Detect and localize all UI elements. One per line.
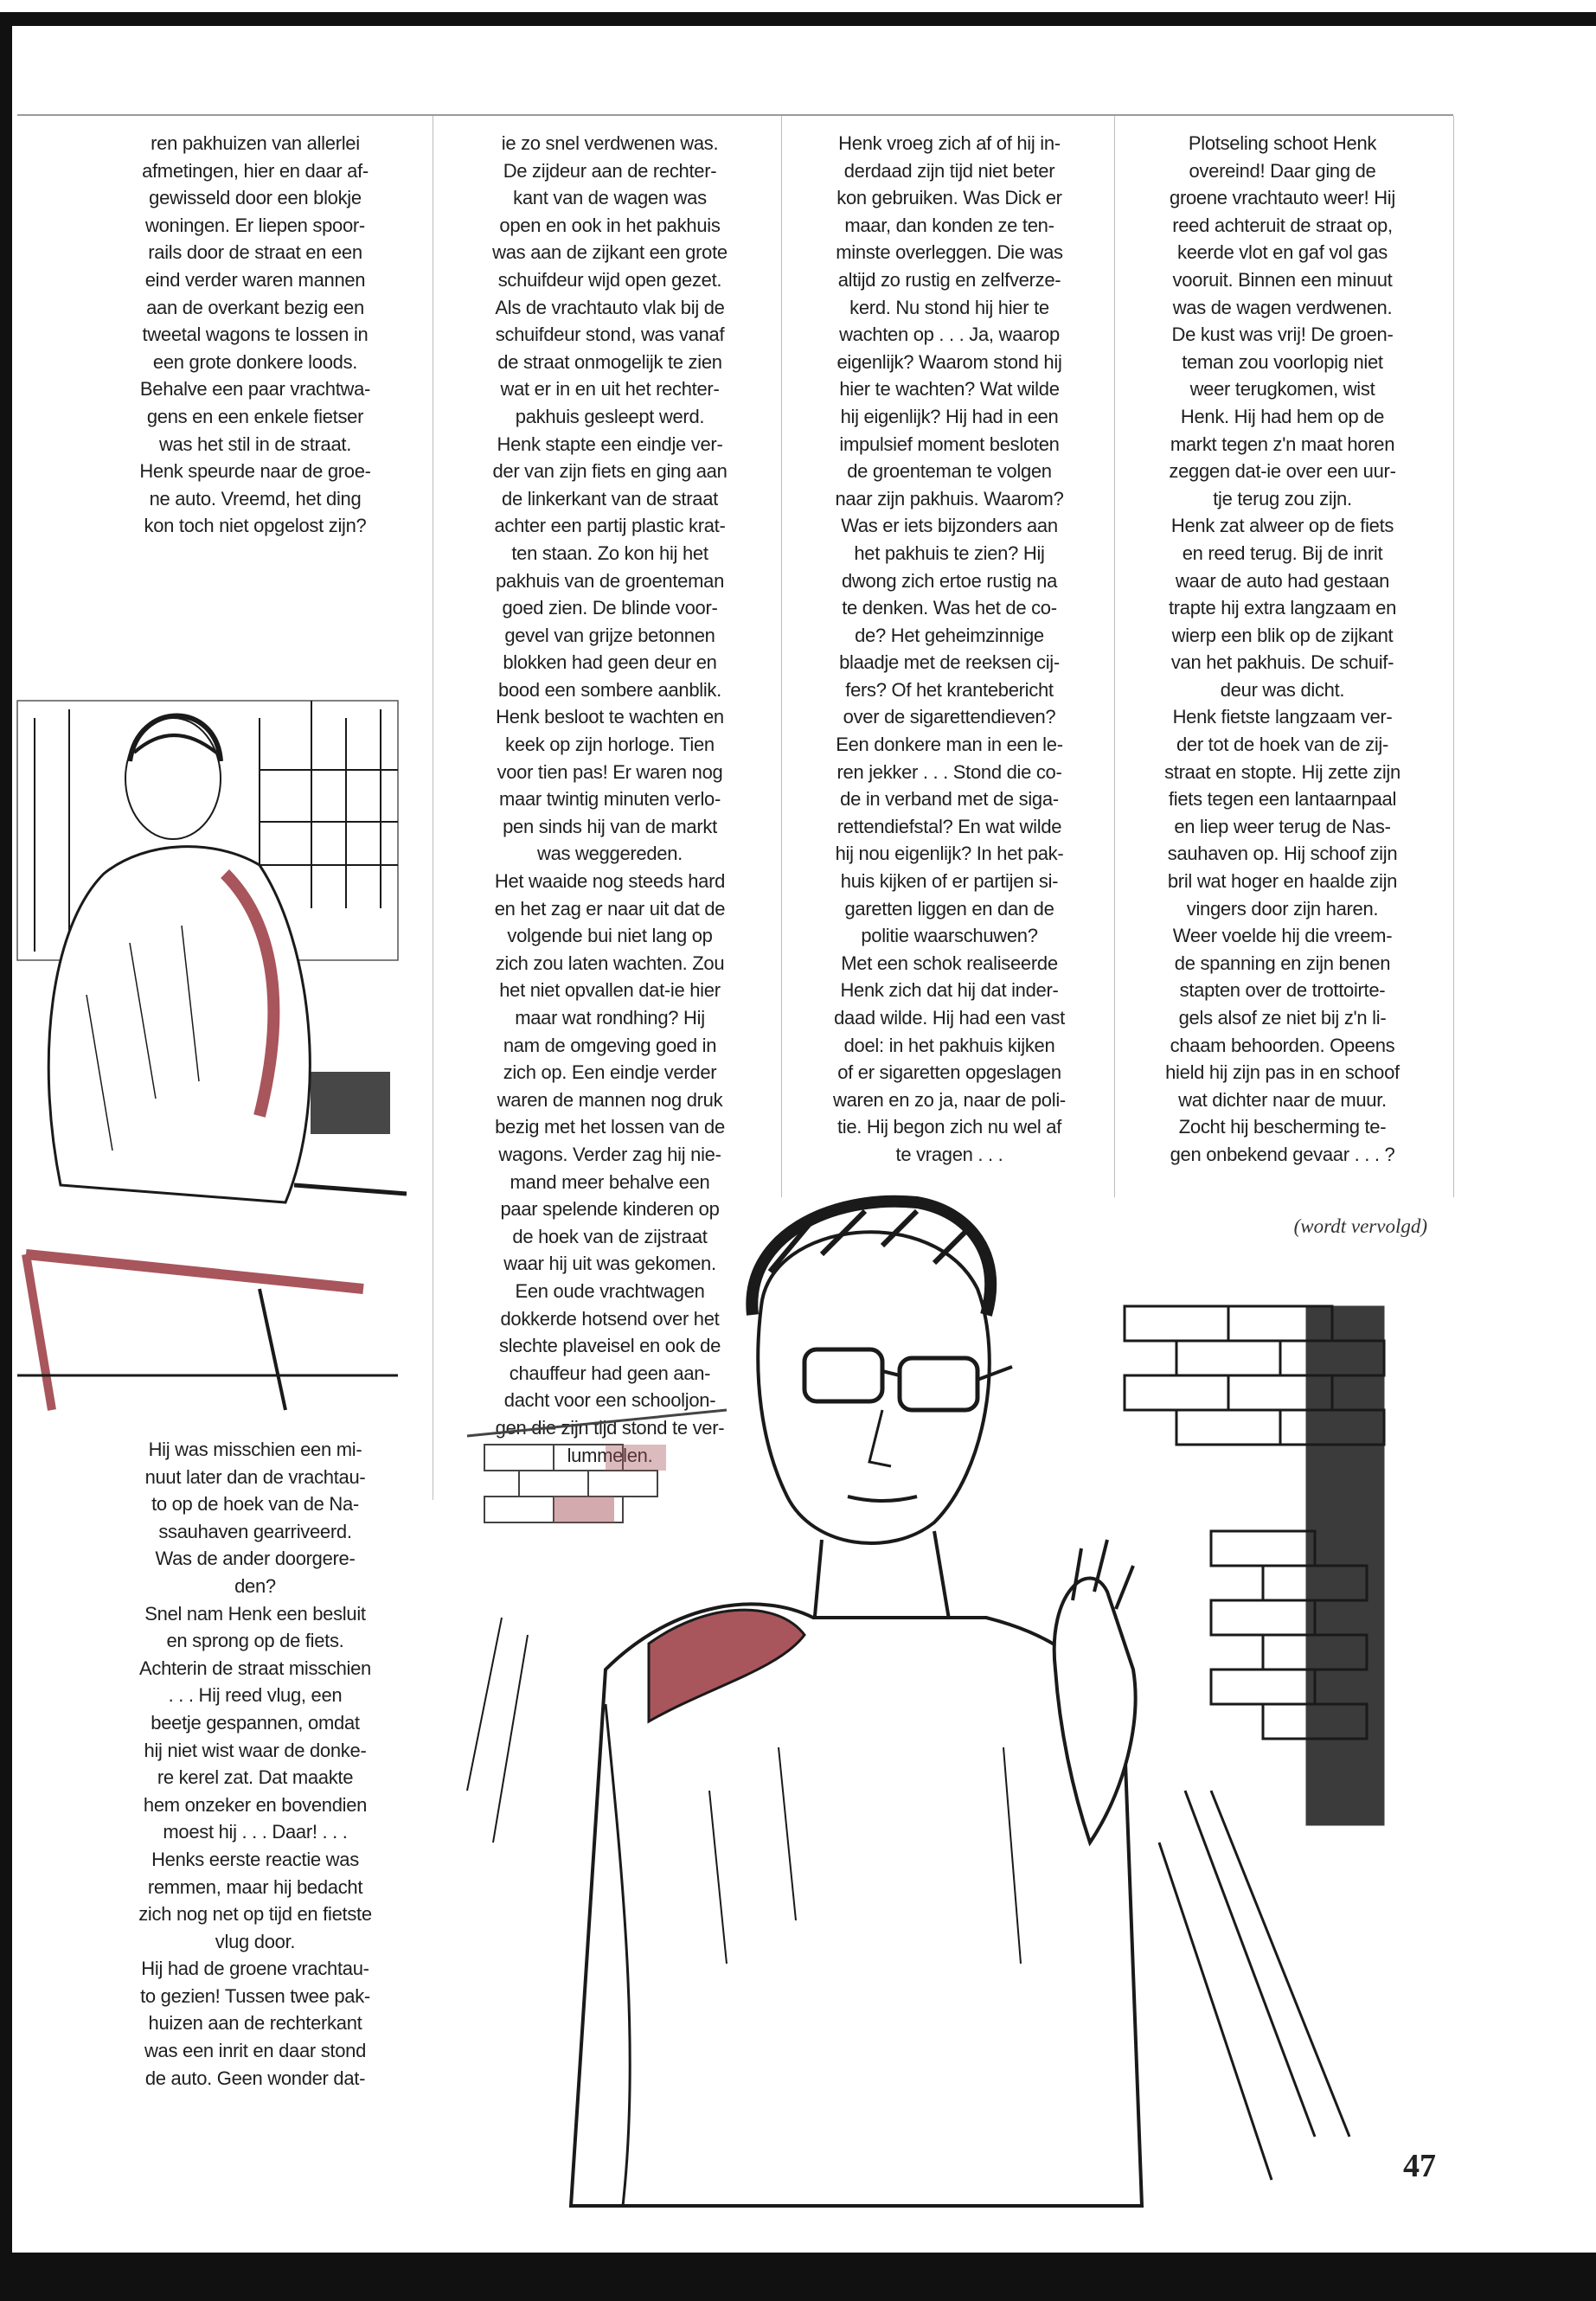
column-divider-right [1453, 116, 1454, 1197]
to-be-continued-note: (wordt vervolgd) [1293, 1215, 1427, 1237]
story-column-1-top: ren pakhuizen van allerlei afmetingen, hier en daar af- gewisseld door een blokje woningen. Er liepen spoor- rails door de straat en een eind verder waren mannen aan de overkant bezig een tweetal wagons te lossen in een grote donkere loods. Behalve een paar vrachtwa- gens en een enkele fietser was het stil in de straat. Henk speurde naar de groe- ne auto. Vreemd, het ding kon toch niet opgelost zijn? [139, 132, 371, 537]
story-column-2: ie zo snel verdwenen was. De zijdeur aan de rechter- kant van de wagen was open en ook in het pakhuis was aan de zijkant een grote schuifdeur wijd open gezet. Als de vrachtauto vlak bij de schuifdeur stond, was vanaf de straat onmogelijk te zien wat er in en uit het rechter- pakhuis gesleept werd. Henk stapte een eindje ver- der van zijn fiets en ging aan de linkerkant van de straat achter een partij plastic krat- ten staan. Zo kon hij het pakhuis van de groenteman goed zien. De blinde voor- gevel van grijze betonnen blokken had geen deur en bood een sombere aanblik. Henk besloot te wachten en keek op zijn horloge. Tien voor tien pas! Er waren nog maar twintig minuten verlo- pen sinds hij van de markt was weggereden. Het waaide nog steeds hard en het zag er naar uit dat de volgende bui niet lang op zich zou laten wachten. Zou het niet opvallen dat-ie hier maar wat rondhing? Hij nam de omgeving goed in zich op. Een eindje verder waren de mannen nog druk bezig met het lossen van de wagons. Verder zag hij nie- mand meer behalve een paar spelende kinderen op de hoek van de zijstraat waar hij uit was gekomen. Een oude vrachtwagen dokkerde hotsend over het slechte plaveisel en ook de chauffeur had geen aan- dacht voor een schooljon- gen die zijn tijd stond te ver- lummelen. [492, 132, 727, 1466]
story-column-3: Henk vroeg zich af of hij in- derdaad zijn tijd niet beter kon gebruiken. Was Dick er maar, dan konden ze ten- minste overleggen. Die was altijd zo rustig en zelfverze- kerd. Nu stond hij hier te wachten op . . . Ja, waarop eigenlijk? Waarom stond hij hier te wachten? Wat wilde hij eigenlijk? Hij had in een impulsief moment besloten de groenteman te volgen naar zijn pakhuis. Waarom? Was er iets bijzonders aan het pakhuis te zien? Hij dwong zich ertoe rustig na te denken. Was het de co- de? Het geheimzinnige blaadje met de reeksen cij- fers? Of het krantebericht over de sigarettendieven? Een donkere man in een le- ren jekker . . . Stond die co- de in verband met de siga- rettendiefstal? En wat wilde hij nou eigenlijk? In het pak- huis kijken of er partijen si- garetten liggen en dan de politie waarschuwen? Met een schok realiseerde Henk zich dat hij dat inder- daad wilde. Hij had een vast doel: in het pakhuis kijken of er sigaretten opgeslagen waren en zo ja, naar de poli- tie. Hij begon zich nu wel af te vragen . . . [833, 132, 1066, 1165]
story-column-1-bottom: Hij was misschien een mi- nuut later dan de vrachtau- to op de hoek van de Na- ssauhaven gearriveerd. Was de ander doorgere- den? Snel nam Henk een besluit en sprong op de fiets. Achterin de straat misschien . . . Hij reed vlug, een beetje gespannen, omdat hij niet wist waar de donke- re kerel zat. Dat maakte hem onzeker en bovendien moest hij . . . Daar! . . . Henks eerste reactie was remmen, maar hij bedacht zich nog net op tijd en fietste vlug door. Hij had de groene vrachtau- to gezien! Tussen twee pak- huizen aan de rechterkant was een inrit en daar stond de auto. Geen wonder dat- [138, 1439, 372, 2089]
scan-border-bottom [0, 2253, 1596, 2301]
header-rule [17, 114, 1453, 116]
story-column-4: Plotseling schoot Henk overeind! Daar ging de groene vrachtauto weer! Hij reed achteruit de straat op, keerde vlot en gaf vol gas vooruit. Binnen een minuut was de wagen verdwenen. De kust was vrij! De groen- teman zou voorlopig niet weer terugkomen, wist Henk. Hij had hem op de markt tegen z'n maat horen zeggen dat-ie over een uur- tje terug zou zijn. Henk zat alweer op de fiets en reed terug. Bij de inrit waar de auto had gestaan trapte hij extra langzaam en wierp een blik op de zijkant van het pakhuis. De schuif- deur was dicht. Henk fietste langzaam ver- der tot de hoek van de zij- straat en stopte. Hij zette zijn fiets tegen een lantaarnpaal en liep weer terug de Nas- sauhaven op. Hij schoof zijn bril wat hoger en haalde zijn vingers door zijn haren. Weer voelde hij die vreem- de spanning en zijn benen stapten over de trottoirte- gels alsof ze niet bij z'n li- chaam behoorden. Opeens hield hij zijn pas in en schoof wat dichter naar de muur. Zocht hij bescherming te- gen onbekend gevaar . . . ? [1164, 132, 1401, 1165]
page-number: 47 [1403, 2148, 1436, 2184]
column-divider-2 [781, 116, 782, 1197]
illustration-boy-from-behind [0, 666, 415, 1419]
illustration-henk-at-wall [450, 1185, 1436, 2214]
scan-border-top [0, 12, 1596, 26]
